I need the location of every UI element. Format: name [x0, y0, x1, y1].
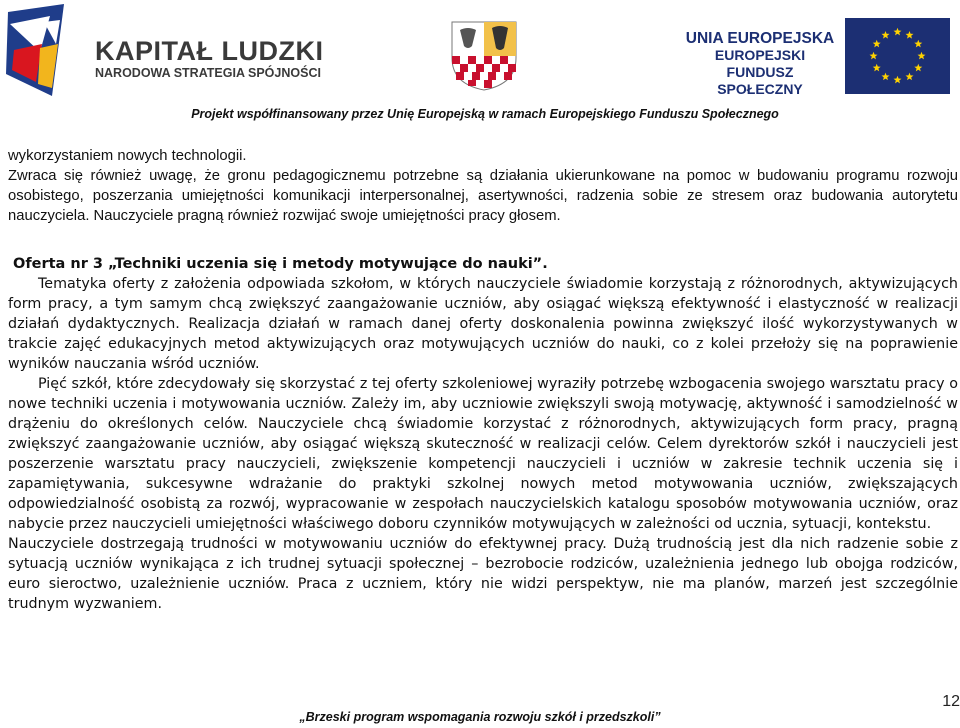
paragraph-2: Zwraca się również uwagę, że gronu pedagogicznemu potrzebne są działania ukierunkowane na pomoc w budowaniu programu rozwoju osobistego, poszerzania umiejętności komunikacji interpersonalnej, asertywności, radzenia sobie ze stresem oraz budowania autorytetu nauczyciela. Nauczyciele pragną również rozwijać swoje umiejętności pracy głosem. — [8, 168, 958, 224]
kapital-ludzki-subtitle: NARODOWA STRATEGIA SPÓJNOŚCI — [95, 66, 321, 80]
page-number: 12 — [942, 693, 960, 710]
eu-line-1: UNIA EUROPEJSKA — [685, 30, 835, 47]
paragraph-3: Tematyka oferty z założenia odpowiada szkołom, w których nauczyciele świadomie korzystają z różnorodnych, aktywizujących form pracy, a tym samym chcą zwiększyć zaangażowanie uczniów, aby osiągać większą efektywność i elastyczność w realizacji działań dydaktycznych. Realizacja działań w ramach danej oferty doskonalenia powinna zwiększyć ilość wykorzystywanych w trakcie zajęć edukacyjnych metod aktywizujących oraz motywujących uczniów do nauki, co z kolei przełoży się na poprawienie wyników nauczania wśród uczniów. — [8, 276, 958, 372]
paragraph-5: Nauczyciele dostrzegają trudności w motywowaniu uczniów do efektywnej pracy. Dużą trudnością jest dla nich radzenie sobie z sytuacją uczniów wynikająca z ich trudnej sytuacji społecznej – bezrobocie rodziców, uzależnienia jednego lub obojga rodziców, euro sieroctwo, uzależnienie uczniów. Praca z uczniem, który nie widzi perspektyw, nie ma planów, marzeń jest szczególnie trudnym wyzwaniem. — [8, 536, 958, 612]
paragraph-1: wykorzystaniem nowych technologii. — [8, 148, 247, 164]
kapital-ludzki-title: KAPITAŁ LUDZKI — [95, 36, 324, 66]
eu-line-2: EUROPEJSKI — [714, 47, 806, 63]
kapital-ludzki-logo-icon — [0, 4, 70, 104]
coat-of-arms-icon — [450, 20, 518, 92]
document-body — [8, 146, 958, 614]
paragraph-4: Pięć szkół, które zdecydowały się skorzystać z tej oferty szkoleniowej wyraziły potrzebę wzbogacenia swojego warsztatu pracy o nowe techniki uczenia i motywowania uczniów. Zależy im, aby uczniowie zwiększyli swoją motywację, aktywność i samodzielność w drążeniu do określonych celów. Nauczyciele chcą świadomie korzystać z różnorodnych, aktywizujących form pracy, pragną zwiększyć zaangażowanie uczniów, aby osiągać większą skuteczność w realizacji celów. Celem dyrektorów szkół i nauczycieli jest poszerzenie warsztatu pracy nauczycieli, zwiększenie kompetencji nauczycieli i uczniów w zakresie technik uczenia się i zapamiętywania, sukcesywne wdrażanie do praktyki szkolnej nowych metod motywowania uczniów, zwiększających odpowiedzialność osobistą za rozwój, wypracowanie w zespołach nauczycielskich katalogu sposobów motywowania uczniów, oraz nabycie przez nauczycieli umiejętności właściwego doboru czynników motywujących w zależności od ucznia, sytuacji, kontekstu. — [8, 376, 958, 532]
eu-flag-icon — [845, 18, 950, 94]
eu-line-3: FUNDUSZ SPOŁECZNY — [717, 64, 803, 97]
footer-title: „Brzeski program wspomagania rozwoju szkół i przedszkoli” — [299, 710, 661, 724]
offer-heading: Oferta nr 3 „Techniki uczenia się i metody motywujące do nauki”. — [13, 256, 548, 272]
cofinancing-notice: Projekt współfinansowany przez Unię Europejską w ramach Europejskiego Funduszu Społecznego — [191, 107, 779, 121]
eu-text-block — [684, 30, 836, 98]
document-header — [0, 0, 960, 130]
